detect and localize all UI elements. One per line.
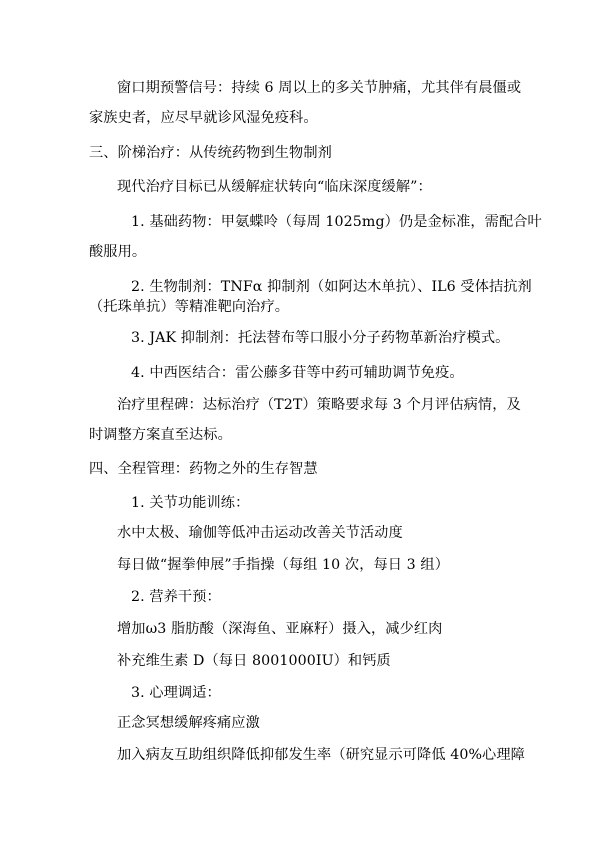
sub-item-3b: 加入病友互助组织降低抑郁发生率（研究显示可降低 40%心理障 (117, 747, 525, 763)
sub-item-1b: 每日做“握拳伸展”手指操（每组 10 次，每日 3 组） (117, 557, 449, 573)
list-item-1-line-2: 酸服用。 (89, 244, 147, 260)
section-heading-3: 三、阶梯治疗：从传统药物到生物制剂 (89, 145, 332, 161)
sub-item-3a: 正念冥想缓解疼痛应激 (117, 715, 260, 731)
paragraph-window-line-2: 家族史者，应尽早就诊风湿免疫科。 (89, 110, 318, 126)
paragraph-milestone-line-1: 治疗里程碑：达标治疗（T2T）策略要求每 3 个月评估病情，及 (117, 397, 521, 413)
paragraph-goal: 现代治疗目标已从缓解症状转向“临床深度缓解”： (117, 179, 432, 195)
paragraph-window-line-1: 窗口期预警信号：持续 6 周以上的多关节肿痛，尤其伴有晨僵或 (117, 80, 522, 96)
section-heading-4: 四、全程管理：药物之外的生存智慧 (89, 461, 318, 477)
sub-item-1a: 水中太极、瑜伽等低冲击运动改善关节活动度 (117, 525, 403, 541)
paragraph-milestone-line-2: 时调整方案直至达标。 (89, 427, 232, 443)
sub-heading-2: 2. 营养干预： (131, 589, 221, 605)
sub-heading-3: 3. 心理调适： (131, 685, 221, 701)
list-item-4: 4. 中西医结合：雷公藤多苷等中药可辅助调节免疫。 (131, 365, 464, 381)
sub-item-2b: 补充维生素 D（每日 8001000IU）和钙质 (117, 653, 391, 669)
list-item-2-line-2: （托珠单抗）等精准靶向治疗。 (89, 299, 290, 315)
list-item-2-line-1: 2. 生物制剂：TNFα 抑制剂（如阿达木单抗）、IL6 受体拮抗剂 (131, 279, 532, 295)
list-item-1-line-1: 1. 基础药物：甲氨蝶呤（每周 1025mg）仍是金标准，需配合叶 (131, 214, 542, 230)
list-item-3: 3. JAK 抑制剂：托法替布等口服小分子药物革新治疗模式。 (131, 330, 510, 346)
sub-heading-1: 1. 关节功能训练： (131, 495, 250, 511)
sub-item-2a: 增加ω3 脂肪酸（深海鱼、亚麻籽）摄入，减少红肉 (117, 621, 443, 637)
